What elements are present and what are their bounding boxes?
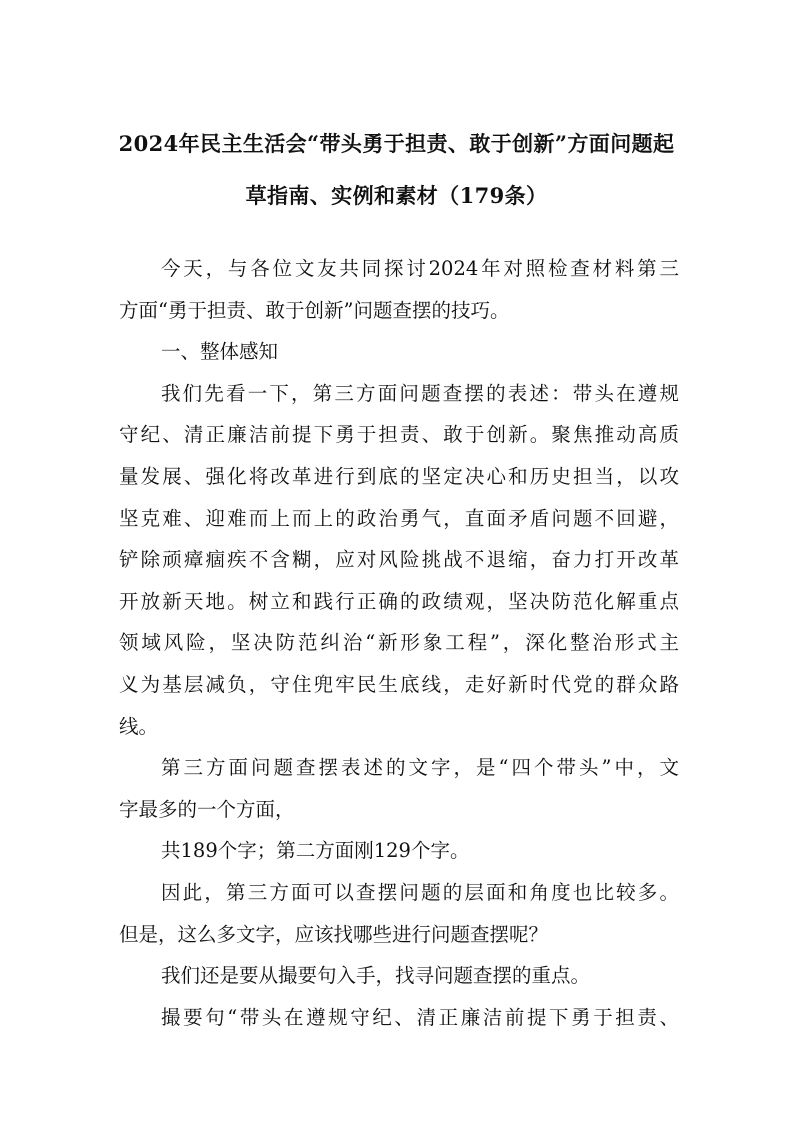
document-body xyxy=(119,248,679,1038)
paragraph-line: 义为基层减负，守住兜牢民生底线，走好新时代党的群众路 xyxy=(119,672,679,696)
paragraph-line: 但是，这么多文字，应该找哪些进行问题查摆呢？ xyxy=(119,922,549,946)
section-heading: 一、整体感知 xyxy=(161,340,279,364)
paragraph-line: 第三方面问题查摆表述的文字，是“四个带头”中，文 xyxy=(161,756,679,780)
paragraph-line: 我们还是要从撮要句入手，找寻问题查摆的重点。 xyxy=(161,964,591,988)
paragraph-line: 量发展、强化将改革进行到底的坚定决心和历史担当，以攻 xyxy=(119,464,679,488)
paragraph-line: 今天，与各位文友共同探讨2024年对照检查材料第三 xyxy=(161,257,679,280)
paragraph-line: 共189个字；第二方面刚129个字。 xyxy=(161,839,470,863)
paragraph-line: 撮要句“带头在遵规守纪、清正廉洁前提下勇于担责、 xyxy=(161,1005,679,1029)
paragraph-line: 方面“勇于担责、敢于创新”问题查摆的技巧。 xyxy=(119,298,510,322)
paragraph-line: 守纪、清正廉洁前提下勇于担责、敢于创新。聚焦推动高质 xyxy=(119,423,679,447)
paragraph-line: 我们先看一下，第三方面问题查摆的表述：带头在遵规 xyxy=(161,381,679,405)
paragraph-line: 铲除顽瘴痼疾不含糊，应对风险挑战不退缩，奋力打开改革 xyxy=(119,548,679,572)
paragraph-line: 坚克难、迎难而上而上的政治勇气，直面矛盾问题不回避， xyxy=(119,506,679,530)
paragraph-line: 因此，第三方面可以查摆问题的层面和角度也比较多。 xyxy=(161,880,679,904)
paragraph-line: 领域风险，坚决防范纠治“新形象工程”，深化整治形式主 xyxy=(119,631,679,655)
paragraph-line: 线。 xyxy=(119,714,159,738)
document-title-line-2: 草指南、实例和素材（179条） xyxy=(245,183,548,208)
paragraph-line: 开放新天地。树立和践行正确的政绩观，坚决防范化解重点 xyxy=(119,589,679,613)
paragraph-line: 字最多的一个方面， xyxy=(119,797,295,821)
document-title-line-1: 2024年民主生活会“带头勇于担责、敢于创新”方面问题起 xyxy=(118,131,675,156)
